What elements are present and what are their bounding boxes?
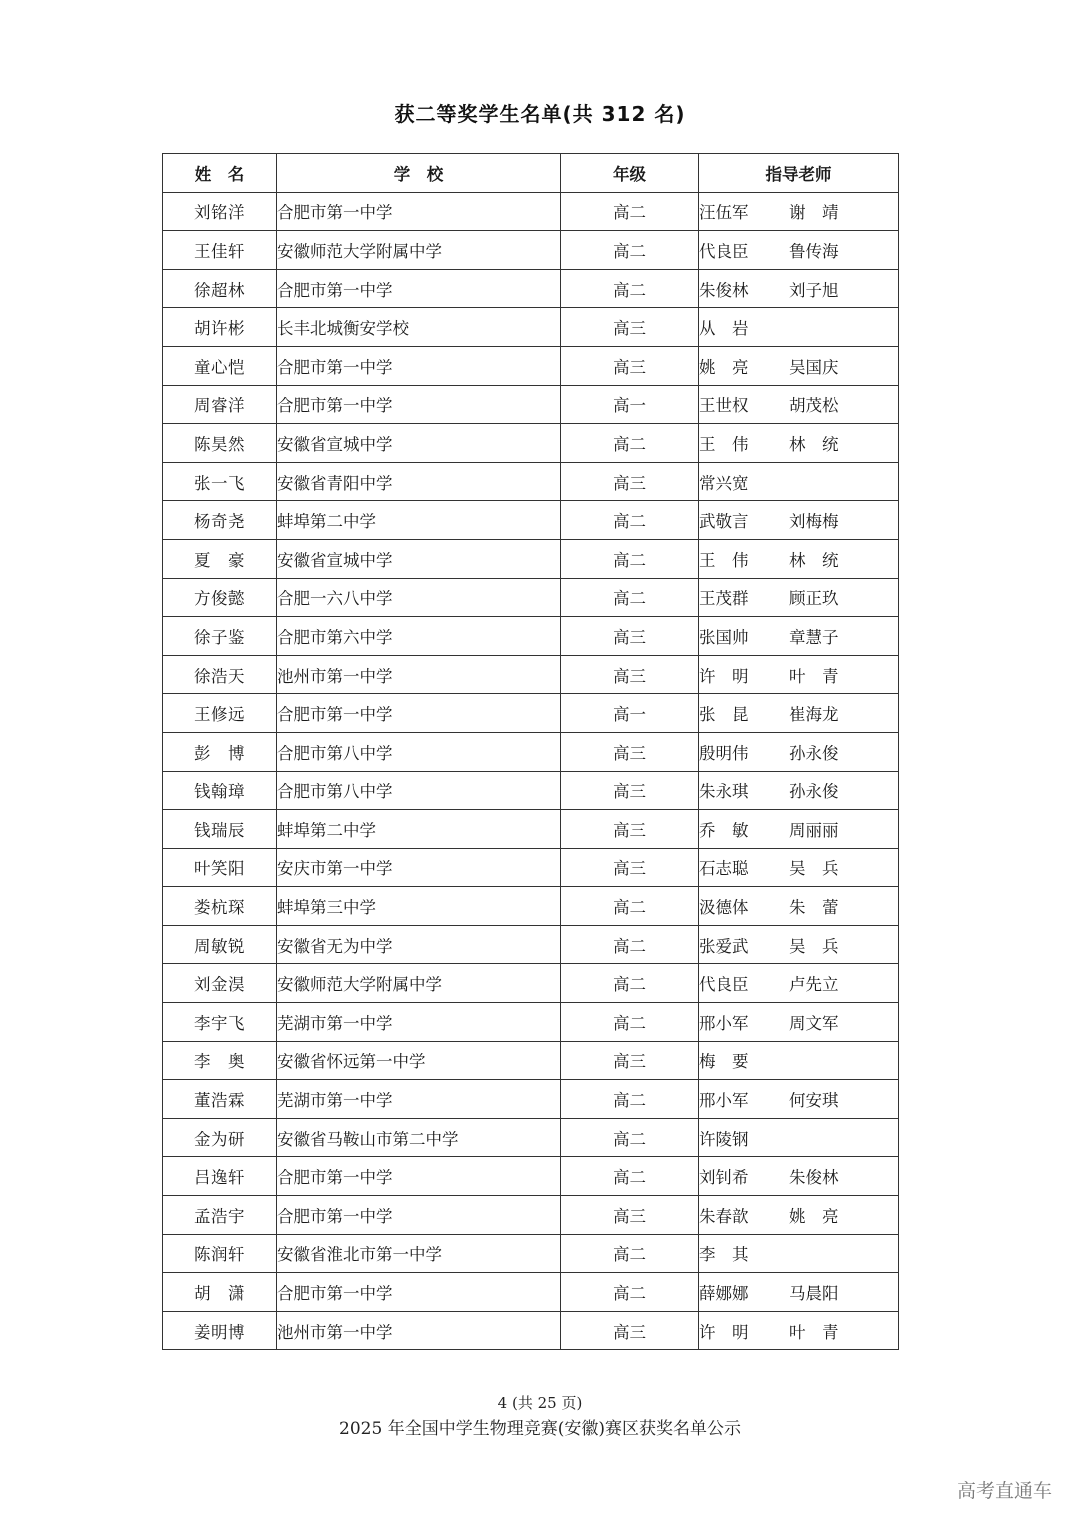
teacher-2: 章慧子 [789,627,839,647]
school-name: 安庆市第一中学 [277,848,561,887]
teacher-1: 王 伟 [699,434,749,454]
teachers [699,887,899,926]
school-name: 合肥市第一中学 [277,192,561,231]
teacher-1: 汲德体 [699,898,749,918]
grade: 高三 [561,771,699,810]
teachers [699,1003,899,1042]
teacher-1: 李 其 [699,1245,749,1265]
table-row [163,1118,899,1157]
student-name: 李 奥 [163,1041,277,1080]
teachers [699,1118,899,1157]
teachers [699,732,899,771]
teacher-1: 许 明 [699,1322,749,1342]
teacher-2: 吴 兵 [789,859,839,879]
teachers [699,539,899,578]
table-row [163,1273,899,1312]
student-name: 周睿洋 [163,385,277,424]
grade: 高三 [561,810,699,849]
student-name: 胡 潇 [163,1273,277,1312]
teacher-2: 何安琪 [789,1091,839,1111]
grade: 高二 [561,578,699,617]
teachers [699,810,899,849]
header-grade: 年级 [561,154,699,193]
table-row [163,578,899,617]
school-name: 安徽师范大学附属中学 [277,964,561,1003]
teachers [699,424,899,463]
student-name: 刘金淏 [163,964,277,1003]
student-name: 周敏锐 [163,925,277,964]
school-name: 安徽省宣城中学 [277,424,561,463]
teacher-1: 朱春歆 [699,1206,749,1226]
page-title: 获二等奖学生名单(共 312 名) [394,102,686,126]
teachers [699,1196,899,1235]
student-name: 徐超林 [163,269,277,308]
teachers [699,655,899,694]
student-name: 胡许彬 [163,308,277,347]
student-name: 钱翰璋 [163,771,277,810]
student-name: 方俊懿 [163,578,277,617]
student-name: 童心恺 [163,346,277,385]
school-name: 合肥市第一中学 [277,269,561,308]
teacher-1: 朱俊林 [699,280,749,300]
teacher-1: 石志聪 [699,859,749,879]
grade: 高二 [561,1157,699,1196]
grade: 高二 [561,539,699,578]
table-row [163,887,899,926]
table-row [163,964,899,1003]
school-name: 蚌埠第二中学 [277,810,561,849]
table-row [163,848,899,887]
teacher-1: 张 昆 [699,705,749,725]
teachers [699,771,899,810]
footer-page-number: 4 (共 25 页) [497,1394,583,1412]
table-row [163,1157,899,1196]
table-row [163,385,899,424]
teacher-2: 谢 靖 [789,203,839,223]
table-row [163,617,899,656]
teacher-1: 许 明 [699,666,749,686]
teacher-2: 林 统 [789,434,839,454]
teacher-1: 殷明伟 [699,743,749,763]
school-name: 合肥市第八中学 [277,771,561,810]
table-row [163,231,899,270]
teacher-2: 叶 青 [789,1322,839,1342]
school-name: 池州市第一中学 [277,1311,561,1350]
grade: 高三 [561,462,699,501]
grade: 高二 [561,1080,699,1119]
teacher-1: 乔 敏 [699,820,749,840]
grade: 高二 [561,925,699,964]
student-name: 王佳轩 [163,231,277,270]
teacher-1: 从 岩 [699,319,749,339]
student-name: 娄杭琛 [163,887,277,926]
school-name: 芜湖市第一中学 [277,1003,561,1042]
teacher-2: 周丽丽 [789,820,839,840]
table-row [163,771,899,810]
student-name: 张一飞 [163,462,277,501]
grade: 高二 [561,1273,699,1312]
teachers [699,1080,899,1119]
teacher-1: 朱永琪 [699,782,749,802]
teacher-1: 张爱武 [699,936,749,956]
teachers [699,1273,899,1312]
teacher-2: 崔海龙 [789,705,839,725]
grade: 高三 [561,848,699,887]
school-name: 合肥市第一中学 [277,346,561,385]
school-name: 合肥市第八中学 [277,732,561,771]
table-row [163,424,899,463]
teacher-1: 王世权 [699,396,749,416]
table-row [163,732,899,771]
table-row [163,1234,899,1273]
teacher-1: 代良臣 [699,241,749,261]
table-row [163,1041,899,1080]
table-row [163,1311,899,1350]
teacher-1: 常兴宽 [699,473,749,493]
teacher-2: 顾正玖 [789,589,839,609]
teacher-2: 马晨阳 [789,1284,839,1304]
teachers [699,848,899,887]
student-name: 徐子鉴 [163,617,277,656]
school-name: 合肥市第六中学 [277,617,561,656]
teachers [699,964,899,1003]
student-name: 刘铭洋 [163,192,277,231]
table-row [163,1196,899,1235]
header-teacher: 指导老师 [699,154,899,193]
grade: 高三 [561,732,699,771]
teacher-2: 林 统 [789,550,839,570]
student-name: 王修远 [163,694,277,733]
grade: 高三 [561,308,699,347]
teachers [699,1234,899,1273]
student-name: 陈润轩 [163,1234,277,1273]
teacher-1: 许陵钢 [699,1129,749,1149]
table-row [163,501,899,540]
table-row [163,925,899,964]
school-name: 蚌埠第三中学 [277,887,561,926]
grade: 高三 [561,1041,699,1080]
teacher-1: 薛娜娜 [699,1284,749,1304]
grade: 高三 [561,1196,699,1235]
student-name: 叶笑阳 [163,848,277,887]
teacher-2: 刘子旭 [789,280,839,300]
student-name: 姜明博 [163,1311,277,1350]
table-row [163,810,899,849]
teacher-2: 刘梅梅 [789,512,839,532]
teacher-2: 吴 兵 [789,936,839,956]
grade: 高二 [561,192,699,231]
teacher-1: 邢小军 [699,1091,749,1111]
teachers [699,308,899,347]
student-name: 董浩霖 [163,1080,277,1119]
teacher-2: 胡茂松 [789,396,839,416]
teacher-1: 代良臣 [699,975,749,995]
teacher-2: 孙永俊 [789,782,839,802]
teacher-2: 朱 蕾 [789,898,839,918]
header-school: 学 校 [277,154,561,193]
teachers [699,578,899,617]
school-name: 安徽省淮北市第一中学 [277,1234,561,1273]
teachers [699,501,899,540]
teacher-2: 吴国庆 [789,357,839,377]
table-row [163,269,899,308]
teacher-1: 刘钊希 [699,1168,749,1188]
header-name: 姓 名 [163,154,277,193]
grade: 高二 [561,231,699,270]
school-name: 合肥市第一中学 [277,1157,561,1196]
grade: 高二 [561,1118,699,1157]
school-name: 合肥一六八中学 [277,578,561,617]
teachers [699,1157,899,1196]
award-table [162,153,899,1350]
teacher-2: 姚 亮 [789,1206,839,1226]
teacher-2: 鲁传海 [789,241,839,261]
grade: 高三 [561,655,699,694]
teacher-2: 孙永俊 [789,743,839,763]
school-name: 安徽省青阳中学 [277,462,561,501]
school-name: 安徽省无为中学 [277,925,561,964]
teachers [699,269,899,308]
teacher-1: 梅 要 [699,1052,749,1072]
student-name: 徐浩天 [163,655,277,694]
teacher-1: 汪伍军 [699,203,749,223]
table-row [163,655,899,694]
teacher-2: 卢先立 [789,975,839,995]
school-name: 安徽省马鞍山市第二中学 [277,1118,561,1157]
grade: 高三 [561,617,699,656]
teachers [699,1311,899,1350]
student-name: 吕逸轩 [163,1157,277,1196]
grade: 高二 [561,964,699,1003]
teacher-1: 王 伟 [699,550,749,570]
school-name: 池州市第一中学 [277,655,561,694]
table-row [163,539,899,578]
school-name: 安徽省宣城中学 [277,539,561,578]
grade: 高二 [561,501,699,540]
table-row [163,308,899,347]
school-name: 合肥市第一中学 [277,385,561,424]
teachers [699,231,899,270]
school-name: 合肥市第一中学 [277,694,561,733]
teachers [699,462,899,501]
table-row [163,346,899,385]
school-name: 安徽省怀远第一中学 [277,1041,561,1080]
grade: 高二 [561,269,699,308]
school-name: 长丰北城衡安学校 [277,308,561,347]
table-row [163,694,899,733]
student-name: 彭 博 [163,732,277,771]
student-name: 李宇飞 [163,1003,277,1042]
table-body [163,192,899,1350]
teacher-2: 叶 青 [789,666,839,686]
teachers [699,925,899,964]
teacher-2: 周文军 [789,1013,839,1033]
grade: 高二 [561,1234,699,1273]
teacher-1: 王茂群 [699,589,749,609]
table-row [163,192,899,231]
footer-title: 2025 年全国中学生物理竞赛(安徽)赛区获奖名单公示 [339,1419,741,1439]
grade: 高二 [561,424,699,463]
teacher-1: 张国帅 [699,627,749,647]
table-row [163,462,899,501]
teacher-1: 姚 亮 [699,357,749,377]
grade: 高一 [561,385,699,424]
teachers [699,385,899,424]
teacher-2: 朱俊林 [789,1168,839,1188]
teachers [699,1041,899,1080]
teachers [699,192,899,231]
teachers [699,694,899,733]
school-name: 芜湖市第一中学 [277,1080,561,1119]
student-name: 金为研 [163,1118,277,1157]
table-row [163,1003,899,1042]
school-name: 安徽师范大学附属中学 [277,231,561,270]
grade: 高一 [561,694,699,733]
student-name: 钱瑞辰 [163,810,277,849]
school-name: 合肥市第一中学 [277,1273,561,1312]
grade: 高三 [561,1311,699,1350]
student-name: 夏 豪 [163,539,277,578]
grade: 高二 [561,1003,699,1042]
teachers [699,617,899,656]
student-name: 陈昊然 [163,424,277,463]
table-header-row [163,154,899,193]
grade: 高三 [561,346,699,385]
watermark: 高考直通车 [956,1480,1052,1502]
teacher-1: 邢小军 [699,1013,749,1033]
student-name: 杨奇尧 [163,501,277,540]
teacher-1: 武敬言 [699,512,749,532]
school-name: 合肥市第一中学 [277,1196,561,1235]
teachers [699,346,899,385]
grade: 高二 [561,887,699,926]
school-name: 蚌埠第二中学 [277,501,561,540]
student-name: 孟浩宇 [163,1196,277,1235]
table-row [163,1080,899,1119]
